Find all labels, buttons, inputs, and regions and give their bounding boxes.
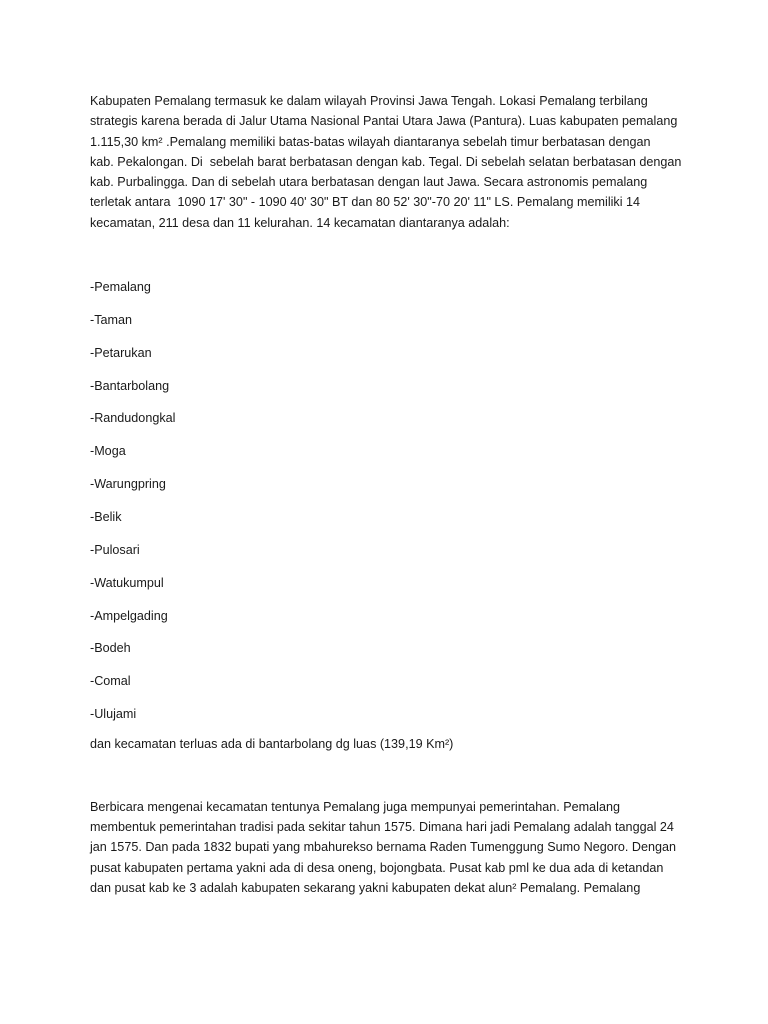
list-item: -Petarukan: [90, 345, 152, 360]
paragraph-line: dan pusat kab ke 3 adalah kabupaten sekarang yakni kabupaten dekat alun² Pemalang. Pemalang: [90, 881, 641, 896]
paragraph-line: kecamatan, 211 desa dan 11 kelurahan. 14 kecamatan diantaranya adalah:: [90, 215, 510, 230]
paragraph-line: Berbicara mengenai kecamatan tentunya Pemalang juga mempunyai pemerintahan. Pemalang: [90, 799, 620, 814]
list-item: -Pemalang: [90, 280, 151, 295]
government-paragraph: [90, 797, 690, 898]
list-item: -Moga: [90, 444, 126, 459]
paragraph-line: 1.115,30 km² .Pemalang memiliki batas-batas wilayah diantaranya sebelah timur berbatasan dengan: [90, 134, 651, 149]
list-item: -Pulosari: [90, 542, 140, 557]
paragraph-line: pusat kabupaten pertama yakni ada di desa oneng, bojongbata. Pusat kab pml ke dua ada di ketandan: [90, 860, 664, 875]
list-item: -Bantarbolang: [90, 378, 170, 393]
paragraph-line: terletak antara 1090 17' 30" - 1090 40' 30" BT dan 80 52' 30"-70 20' 11" LS. Pemalang memiliki 14: [90, 195, 641, 210]
list-item: -Belik: [90, 509, 122, 524]
list-item: -Comal: [90, 674, 131, 689]
list-item: -Randudongkal: [90, 411, 176, 426]
closing-line: dan kecamatan terluas ada di bantarbolang dg luas (139,19 Km²): [90, 736, 454, 751]
intro-paragraph: [90, 91, 690, 233]
paragraph-line: kab. Purbalingga. Dan di sebelah utara berbatasan dengan laut Jawa. Secara astronomis pemalang: [90, 175, 648, 190]
paragraph-line: jan 1575. Dan pada 1832 bupati yang mbahurekso bernama Raden Tumenggung Sumo Negoro. Dengan: [90, 840, 677, 855]
list-item: -Bodeh: [90, 641, 131, 656]
kecamatan-list: [90, 277, 690, 737]
document-body: [90, 91, 690, 898]
list-item: -Taman: [90, 312, 132, 327]
paragraph-line: strategis karena berada di Jalur Utama Nasional Pantai Utara Jawa (Pantura). Luas kabupaten pemalang: [90, 114, 678, 129]
list-item: -Watukumpul: [90, 575, 164, 590]
paragraph-line: Kabupaten Pemalang termasuk ke dalam wilayah Provinsi Jawa Tengah. Lokasi Pemalang terbilang: [90, 94, 648, 108]
list-item: -Ulujami: [90, 707, 137, 722]
list-item: -Ampelgading: [90, 608, 168, 623]
list-item: -Warungpring: [90, 477, 166, 492]
paragraph-line: membentuk pemerintahan tradisi pada sekitar tahun 1575. Dimana hari jadi Pemalang adalah tanggal 24: [90, 820, 674, 835]
paragraph-line: kab. Pekalongan. Di sebelah barat berbatasan dengan kab. Tegal. Di sebelah selatan berbatasan dengan: [90, 154, 682, 169]
